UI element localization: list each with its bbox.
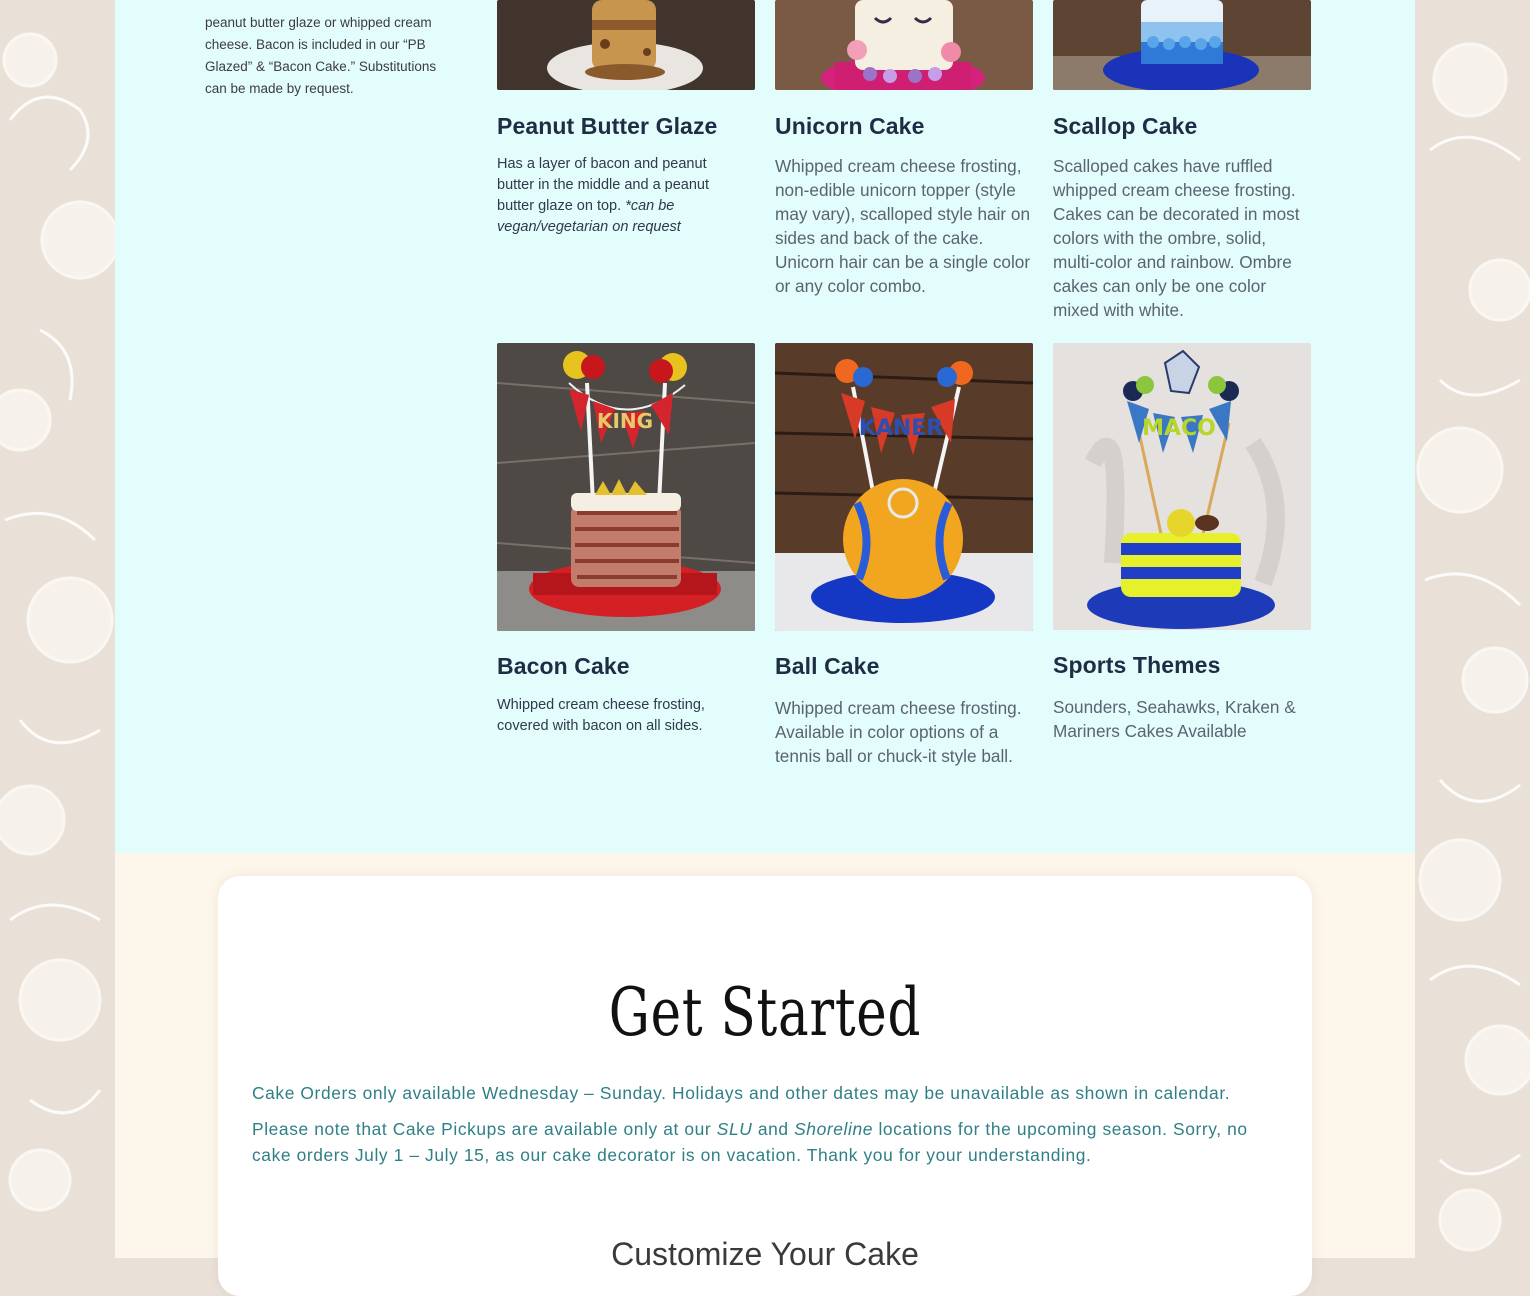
unicorn-cake-image[interactable]: [775, 0, 1033, 90]
product-title: Unicorn Cake: [775, 113, 925, 139]
product-description: Scalloped cakes have ruffled whipped cream cheese frosting. Cakes can be decorated in most colors with the ombre, solid, multi-color and rainbow. Ombre cakes can only be one color mixed with white.: [1053, 156, 1300, 320]
product-description: Has a layer of bacon and peanut butter in the middle and a peanut butter glaze on top. *can be vegan/vegetarian on request: [497, 156, 710, 235]
bacon-cake-image[interactable]: [497, 343, 755, 631]
order-availability-note: Cake Orders only available Wednesday – Sunday. Holidays and other dates may be unavailable as shown in calendar.: [252, 1083, 1231, 1103]
scallop-cake-image[interactable]: [1053, 0, 1311, 90]
cake-topper-banner: MACO: [1142, 416, 1216, 441]
product-description: Whipped cream cheese frosting, non-edible unicorn topper (style may vary), scalloped style hair on sides and back of the cake. Unicorn hair can be a single color or any color combo.: [775, 156, 1031, 296]
page-content: [115, 0, 1415, 1272]
ball-cake-image[interactable]: [775, 343, 1033, 631]
cake-products-section: [115, 0, 1415, 853]
get-started-heading: Get Started: [608, 974, 922, 1051]
product-title: Ball Cake: [775, 653, 880, 679]
product-description: Whipped cream cheese frosting. Available in color options of a tennis ball or chuck-it style ball.: [775, 698, 1022, 766]
pickup-locations-note: Please note that Cake Pickups are available only at our SLU and Shoreline locations for the upcoming season. Sorry, no cake orders July 1 – July 15, as our cake decorator is on vacation. Thank you for your understanding.: [252, 1119, 1248, 1165]
location-slu: SLU: [716, 1119, 753, 1139]
product-title: Bacon Cake: [497, 653, 630, 679]
customize-cake-heading: Customize Your Cake: [611, 1236, 919, 1272]
product-title: Sports Themes: [1053, 652, 1221, 678]
product-description: Sounders, Seahawks, Kraken & Mariners Cakes Available: [1053, 697, 1296, 741]
sports-themes-image[interactable]: [1053, 343, 1311, 630]
get-started-card: [218, 876, 1312, 1296]
product-title: Peanut Butter Glaze: [497, 113, 718, 139]
location-shoreline: Shoreline: [794, 1119, 873, 1139]
product-title: Scallop Cake: [1053, 113, 1198, 139]
peanut-butter-glaze-image[interactable]: [497, 0, 755, 90]
product-description: Whipped cream cheese frosting, covered with bacon on all sides.: [497, 697, 705, 734]
cake-topper-banner: KANER: [858, 416, 944, 441]
cake-options-note: peanut butter glaze or whipped cream cheese. Bacon is included in our “PB Glazed” & “Bacon Cake.” Substitutions can be made by request.: [205, 14, 437, 96]
cake-topper-banner: KING: [596, 409, 654, 433]
